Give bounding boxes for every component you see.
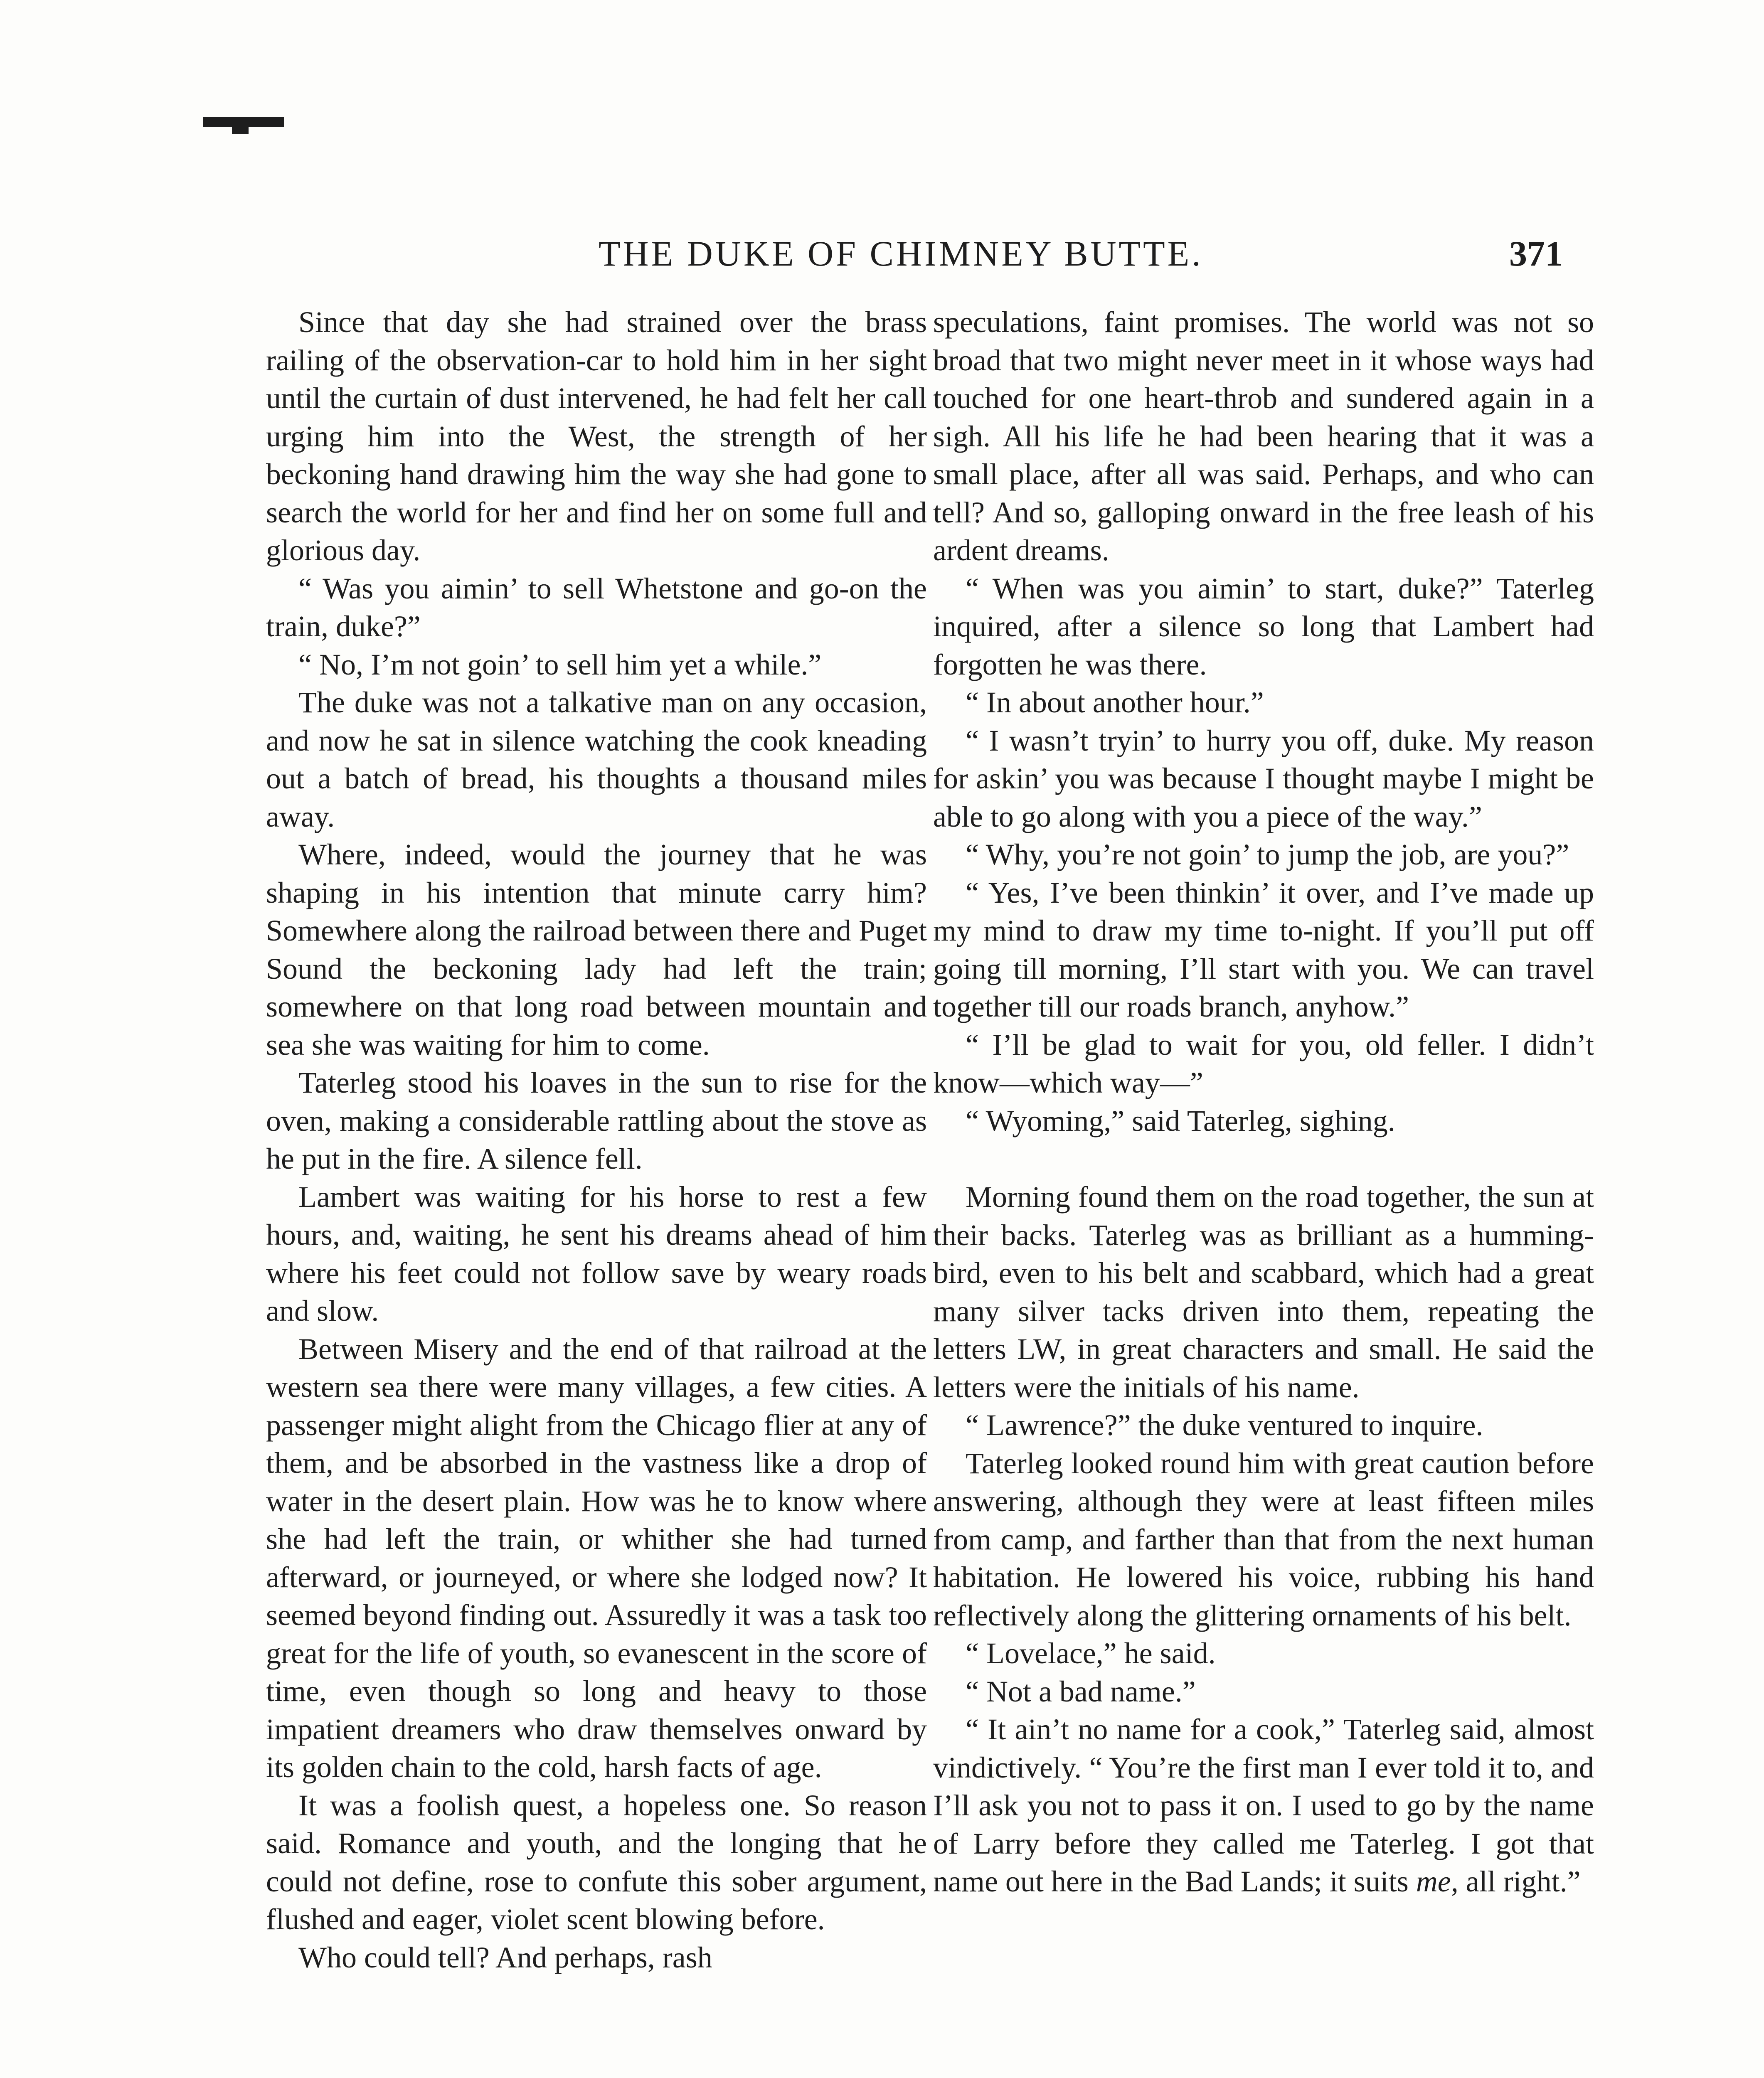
paragraph: “ I wasn’t tryin’ to hurry you off, duke. My reason for askin’ you was because I thought maybe I might be able to go along with you a piece of the way.”: [933, 724, 1594, 833]
paragraph: Where, indeed, would the journey that he was shaping in his intention that minute carry him? Somewhere along the railroad between there and Puget Sound the beckoning lady had left the train; somewhere on that long road between mountain and sea she was waiting for him to come.: [266, 838, 927, 1061]
page-number: 371: [1509, 234, 1563, 273]
paragraph: “ Was you aimin’ to sell Whetstone and go-on the train, duke?”: [266, 571, 927, 643]
paragraph: Taterleg stood his loaves in the sun to rise for the oven, making a considerable rattling about the stove as he put in the fire. A silence fell.: [266, 1066, 927, 1175]
text-run: all right.”: [1458, 1865, 1581, 1898]
paragraph: Morning found them on the road together, the sun at their backs. Taterleg was as brilliant as a humming-bird, even to his belt and scabbard, which had a great many silver tacks driven into them, repeating the letters LW, in great characters and small. He said the letters were the initials of his name.: [933, 1180, 1594, 1404]
paragraph: “ Lawrence?” the duke ventured to inquire.: [966, 1408, 1483, 1442]
paragraph: “ Why, you’re not goin’ to jump the job, are you?”: [966, 838, 1569, 871]
paragraph: The duke was not a talkative man on any occasion, and now he sat in silence watching the cook kneading out a batch of bread, his thoughts a thousand miles away.: [266, 686, 927, 833]
paragraph: It was a foolish quest, a hopeless one. So reason said. Romance and youth, and the longing that he could not define, rose to confute this sober argument, flushed and eager, violet scent blowing before.: [266, 1788, 927, 1936]
paragraph: Since that day she had strained over the brass railing of the observation-car to hold him in her sight until the curtain of dust intervened, he had felt her call urging him into the West, the strength of her beckoning hand drawing him the way she had gone to search the world for her and find her on some full and glorious day.: [266, 305, 927, 567]
paragraph: “ Not a bad name.”: [966, 1674, 1196, 1708]
paragraph: Lambert was waiting for his horse to rest a few hours, and, waiting, he sent his dreams ahead of him where his feet could not follow save by weary roads and slow.: [266, 1180, 927, 1327]
paragraph-continuation: speculations, faint promises. The world was not so broad that two might never meet in it whose ways had touched for one heart-throb and sundered again in a sigh. All his life he had been hearing that it was a small place, after all was said. Perhaps, and who can tell? And so, galloping onward in the free leash of his ardent dreams.: [933, 305, 1594, 567]
paragraph: “ I’ll be glad to wait for you, old feller. I didn’t know—which way—”: [933, 1028, 1594, 1099]
text-run: “ It ain’t no name for a cook,” Taterleg said, almost vindictively. “ You’re the first man I ever told it to, and I’ll ask you not to pass it on. I used to go by the name of Larry before they called me Taterleg. I got that name out here in the Bad Lands; it suits: [933, 1713, 1594, 1898]
right-column: [933, 303, 1594, 1901]
paragraph: Who could tell? And perhaps, rash: [298, 1940, 712, 1974]
running-head: THE DUKE OF CHIMNEY BUTTE.: [599, 234, 1203, 273]
paragraph: Taterleg looked round him with great caution before answering, although they were at least fifteen miles from camp, and farther than that from the next human habitation. He lowered his voice, rubbing his hand reflectively along the glittering ornaments of his belt.: [933, 1446, 1594, 1632]
paragraph: “ Yes, I’ve been thinkin’ it over, and I’ve made up my mind to draw my time to-night. If you’ll put off going till morning, I’ll start with you. We can travel together till our roads branch, anyhow.”: [933, 876, 1594, 1023]
paragraph: “ Lovelace,” he said.: [966, 1637, 1216, 1670]
paragraph-final: [933, 1711, 1594, 1901]
paragraph: Between Misery and the end of that railroad at the western sea there were many villages, a few cities. A passenger might alight from the Chicago flier at any of them, and be absorbed in the vastness like a drop of water in the desert plain. How was he to know where she had left the train, or whither she had turned afterward, or journeyed, or where she lodged now? It seemed beyond finding out. Assuredly it was a task too great for the life of youth, so evanescent in the score of time, even though so long and heavy to those impatient dreamers who draw themselves onward by its golden chain to the cold, harsh facts of age.: [266, 1332, 927, 1784]
paragraph: “ No, I’m not goin’ to sell him yet a while.”: [298, 648, 822, 681]
emphasis-text: me,: [1416, 1865, 1459, 1898]
paragraph: “ Wyoming,” said Taterleg, sighing.: [966, 1104, 1395, 1137]
corner-print-mark: [203, 117, 284, 127]
paragraph: “ When was you aimin’ to start, duke?” Taterleg inquired, after a silence so long that Lambert had forgotten he was there.: [933, 571, 1594, 681]
paragraph: “ In about another hour.”: [966, 686, 1264, 719]
left-column: [266, 303, 927, 1977]
page-header: [233, 233, 1563, 278]
